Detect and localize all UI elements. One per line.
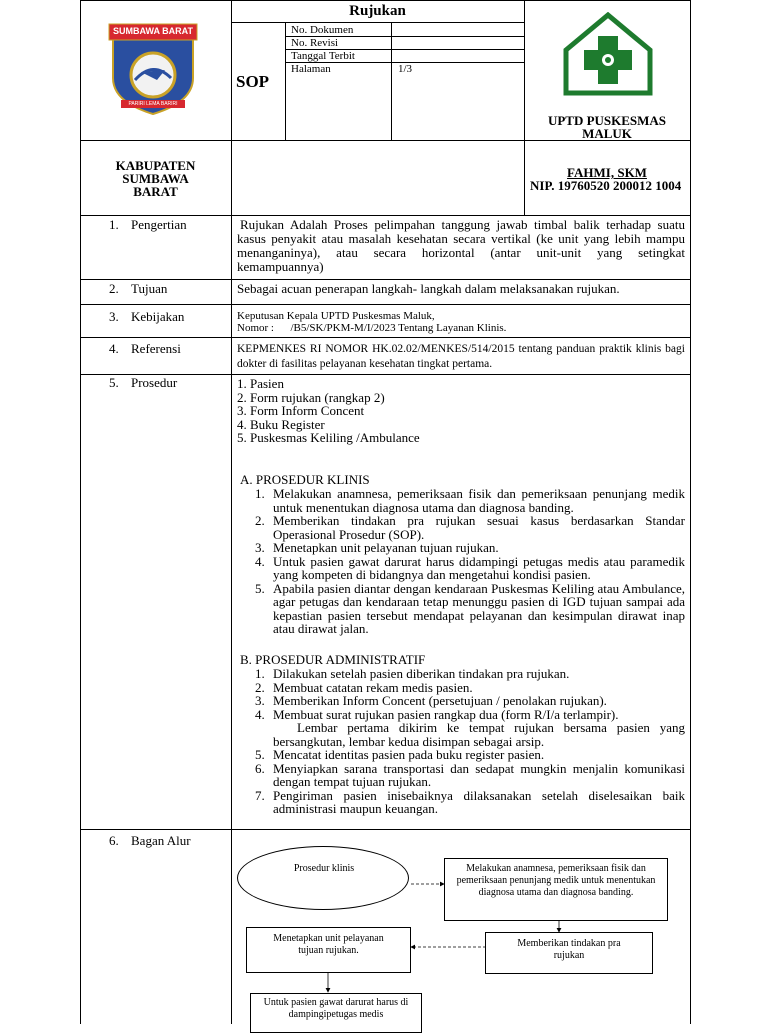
sumbawa-barat-logo xyxy=(105,20,201,116)
flow-box-anamnesa: Melakukan anamnesa, pemeriksaan fisik dan pemeriksaan penunjang medik untuk menentukan diagnosa utama dan diagnosa banding. xyxy=(444,858,668,921)
document-title: Rujukan xyxy=(349,3,406,19)
section-label: Tujuan xyxy=(131,281,168,296)
list-number: 3. xyxy=(255,693,265,708)
list-number: 2. xyxy=(255,679,265,695)
flow-box-gawat-darurat: Untuk pasien gawat darurat harus di dampingipetugas medis xyxy=(250,993,422,1033)
section-number: 1. xyxy=(109,217,119,232)
list-number: 5. xyxy=(255,747,265,762)
kabupaten-line1: KABUPATEN xyxy=(115,158,196,173)
flow-box-tindakan: Memberikan tindakan pra rujukan xyxy=(485,932,653,974)
puskesmas-name-line1: UPTD PUSKESMAS xyxy=(547,113,667,128)
list-text: Memberikan Inform Concent (persetujuan / penolakan rujukan). xyxy=(273,693,607,708)
list-text: Lembar pertama dikirim ke tempat rujukan bersama pasien yang bersangkutan, lembar kedua disimpan sebagai arsip. xyxy=(273,720,685,749)
list-item xyxy=(237,541,685,555)
list-number: 4. xyxy=(255,553,265,569)
kebijakan-line2: Nomor : /B5/SK/PKM-M/I/2023 Tentang Layanan Klinis. xyxy=(237,322,507,334)
signer-nip: NIP. 19760520 200012 1004 xyxy=(530,178,682,193)
list-item xyxy=(237,487,685,514)
list-text: Untuk pasien gawat darurat harus didampingi petugas medis atau paramedik yang kompeten di bidangnya dan mengetahui kondisi pasien. xyxy=(273,553,685,582)
flow-box-unit: Menetapkan unit pelayanan tujuan rujukan. xyxy=(246,927,411,973)
signer-name: FAHMI, SKM xyxy=(567,165,647,180)
section-label: Referensi xyxy=(131,341,181,356)
list-number: 5. xyxy=(255,580,265,596)
klinis-list xyxy=(237,487,685,636)
flow-ellipse-label: Prosedur klinis xyxy=(293,863,355,874)
list-item xyxy=(237,762,685,789)
section-label: Kebijakan xyxy=(131,309,185,324)
puskesmas-name-line2: MALUK xyxy=(582,126,632,141)
list-item xyxy=(237,708,685,722)
list-text: Apabila pasien diantar dengan kendaraan Puskesmas Keliling atau Ambulance, agar petugas dan kendaraan tetap menunggu pasien di IGD tujuan sampai ada kepastian pasien tersebut mendapat pelayanan dan kesimpulan dirawat inap atau dirawat jalan. xyxy=(273,580,685,636)
list-text: Membuat surat rujukan pasien rangkap dua (form R/I/a terlampir). xyxy=(273,706,619,722)
doc-field-label: No. Revisi xyxy=(291,37,339,49)
doc-field-value: 1/3 xyxy=(398,63,413,75)
kabupaten-line2: SUMBAWA xyxy=(122,171,189,186)
list-number: 4. xyxy=(255,706,265,722)
list-item: 4. Buku Register xyxy=(237,416,325,432)
list-text: Memberikan tindakan pra rujukan sesuai kasus berdasarkan Standar Operasional Prosedur (SOP). xyxy=(273,513,685,542)
kebijakan-line1: Keputusan Kepala UPTD Puskesmas Maluk, xyxy=(237,310,435,322)
list-item xyxy=(237,667,685,681)
list-number: 3. xyxy=(255,540,265,555)
sop-label: SOP xyxy=(236,72,270,91)
admin-list xyxy=(237,667,685,816)
section-number: 4. xyxy=(109,341,119,356)
section-label: Pengertian xyxy=(131,217,187,232)
list-text: Melakukan anamnesa, pemeriksaan fisik dan pemeriksaan penunjang medik untuk menentukan diagnosa utama dan diagnosa banding. xyxy=(273,486,685,515)
section-number: 6. xyxy=(109,833,119,848)
list-number: 6. xyxy=(255,760,265,776)
section-number: 2. xyxy=(109,281,119,296)
list-text: Pengiriman pasien inisebaiknya dilaksanakan setelah diselesaikan baik administrasi maupun keuangan. xyxy=(273,787,685,816)
list-number: 1. xyxy=(255,666,265,681)
list-item xyxy=(237,514,685,541)
doc-field-label: Tanggal Terbit xyxy=(291,50,355,62)
pengertian-text: Rujukan Adalah Proses pelimpahan tanggung jawab timbal balik terhadap suatu kasus penyakit atau masalah kesehatan secara vertikal (ke unit yang lebih mampu menanganinya), atau secara horizontal (antar unit-unit yang setingkat kemampuannya) xyxy=(237,217,685,274)
section-number: 3. xyxy=(109,309,119,324)
doc-field-label: Halaman xyxy=(291,63,331,75)
section-label: Bagan Alur xyxy=(131,833,191,848)
region-banner: SUMBAWA BARAT xyxy=(113,26,193,36)
tools-list xyxy=(237,377,677,445)
kabupaten-line3: BARAT xyxy=(133,184,178,199)
section-number: 5. xyxy=(109,375,119,390)
puskesmas-logo xyxy=(563,12,653,96)
list-number: 1. xyxy=(255,486,265,501)
list-text: Dilakukan setelah pasien diberikan tindakan pra rujukan. xyxy=(273,666,570,681)
list-item: 5. Puskesmas Keliling /Ambulance xyxy=(237,430,420,445)
list-item xyxy=(237,748,685,762)
flow-ellipse-start xyxy=(237,846,409,910)
list-item: 1. Pasien xyxy=(237,376,284,391)
tujuan-text: Sebagai acuan penerapan langkah- langkah dalam melaksanakan rujukan. xyxy=(237,281,620,296)
list-number: 7. xyxy=(255,787,265,803)
list-item xyxy=(237,721,685,748)
list-item xyxy=(237,694,685,708)
section-label: Prosedur xyxy=(131,375,178,390)
list-item xyxy=(237,789,685,816)
list-text: Menetapkan unit pelayanan tujuan rujukan. xyxy=(273,540,499,555)
list-item xyxy=(237,555,685,582)
list-item xyxy=(237,582,685,636)
region-motto: PARIRI LEMA BARIRI xyxy=(128,101,178,107)
list-item: 3. Form Inform Concent xyxy=(237,403,365,418)
list-item xyxy=(237,681,685,695)
list-text: Mencatat identitas pasien pada buku register pasien. xyxy=(273,747,545,762)
list-number: 2. xyxy=(255,513,265,528)
list-item: 2. Form rujukan (rangkap 2) xyxy=(237,389,385,405)
list-text: Membuat catatan rekam medis pasien. xyxy=(273,679,473,695)
doc-field-label: No. Dokumen xyxy=(291,24,354,36)
list-text: Menyiapkan sarana transportasi dan sedapat mungkin menjalin komunikasi dengan tempat tujuan rujukan. xyxy=(273,760,685,789)
referensi-text: KEPMENKES RI NOMOR HK.02.02/MENKES/514/2015 tentang panduan praktik klinis bagi dokter di fasilitas pelayanan kesehatan tingkat pertama. xyxy=(237,343,685,370)
admin-heading: B. PROSEDUR ADMINISTRATIF xyxy=(240,652,426,667)
klinis-heading: A. PROSEDUR KLINIS xyxy=(240,472,370,487)
